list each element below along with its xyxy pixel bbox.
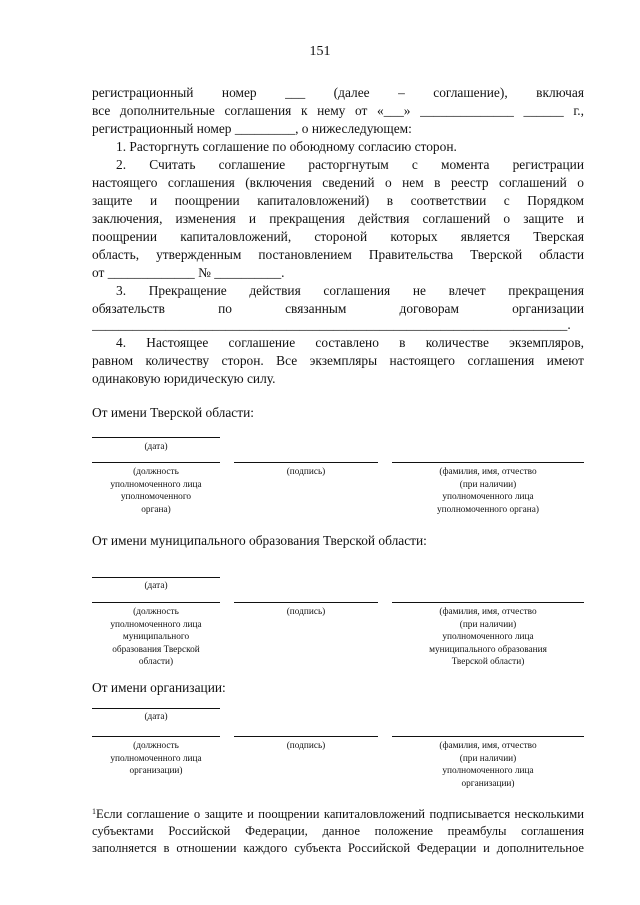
clause-3: 3. Прекращение действия соглашения не влечет прекращения	[116, 283, 584, 298]
text-line: защите и поощрении капиталовложений) в соответствии с Порядком	[92, 193, 584, 208]
clause-2: 2. Считать соглашение расторгнутым с момента регистрации	[116, 157, 584, 172]
position-line	[92, 736, 220, 737]
name-label: (фамилия, имя, отчество (при наличии) уполномоченного лица уполномоченного органа)	[437, 467, 539, 515]
position-label: (должность уполномоченного лица организации)	[110, 741, 202, 776]
signature-line	[234, 462, 378, 463]
date-line	[92, 577, 220, 578]
signature-label: (подпись)	[286, 607, 326, 617]
section-heading-municipality: От имени муниципального образования Тверской области:	[92, 533, 427, 548]
signature-label: (подпись)	[286, 741, 326, 751]
name-label: (фамилия, имя, отчество (при наличии) уполномоченного лица муниципального образования Тверской области)	[429, 607, 547, 667]
text-line: регистрационный номер ___ (далее – соглашение), включая	[92, 85, 584, 100]
position-line	[92, 602, 220, 603]
text-line: поощрении капиталовложений, стороной которых является Тверская	[92, 229, 584, 244]
footnote-text: Если соглашение о защите и поощрении капиталовложений подписывается несколькими	[96, 807, 584, 821]
footnote-marker: 1	[92, 807, 96, 816]
text-line: настоящего соглашения (включения сведений о нем в реестр соглашений о	[92, 175, 584, 190]
footnote-line: заполняется в отношении каждого субъекта Российской Федерации и дополнительное	[92, 841, 584, 855]
text-line: от _____________ № __________.	[92, 265, 285, 280]
date-line	[92, 708, 220, 709]
footnote-line: субъектами Российской Федерации, данное положение преамбулы соглашения	[92, 824, 584, 838]
blank-line: _______________________________________________________________________.	[92, 317, 571, 332]
signature-line	[234, 602, 378, 603]
position-label: (должность уполномоченного лица муниципального образования Тверской области)	[110, 607, 202, 667]
section-heading-tver-region: От имени Тверской области:	[92, 405, 254, 420]
date-label: (дата)	[144, 712, 168, 722]
page-number: 151	[309, 44, 331, 59]
position-line	[92, 462, 220, 463]
name-line	[392, 602, 584, 603]
text-line: обязательств по связанным договорам организации	[92, 301, 584, 316]
date-line	[92, 437, 220, 438]
text-line: регистрационный номер _________, о нижеследующем:	[92, 121, 412, 136]
text-line: все дополнительные соглашения к нему от «___» ______________ ______ г.,	[92, 103, 584, 118]
name-line	[392, 736, 584, 737]
date-label: (дата)	[144, 581, 168, 591]
name-line	[392, 462, 584, 463]
footnote-line	[92, 806, 584, 823]
position-label: (должность уполномоченного лица уполномоченного органа)	[110, 467, 202, 515]
name-label: (фамилия, имя, отчество (при наличии) уполномоченного лица организации)	[439, 741, 537, 789]
signature-label: (подпись)	[286, 467, 326, 477]
section-heading-organization: От имени организации:	[92, 680, 226, 695]
text-line: область, утвержденным постановлением Правительства Тверской области	[92, 247, 584, 262]
date-label: (дата)	[144, 442, 168, 452]
clause-4: 4. Настоящее соглашение составлено в количестве экземпляров,	[116, 335, 584, 350]
text-line: равном количеству сторон. Все экземпляры настоящего соглашения имеют	[92, 353, 584, 368]
text-line: одинаковую юридическую силу.	[92, 371, 276, 386]
text-line: заключения, изменения и прекращения действия соглашений о защите и	[92, 211, 584, 226]
signature-line	[234, 736, 378, 737]
clause-1: 1. Расторгнуть соглашение по обоюдному согласию сторон.	[116, 139, 457, 154]
